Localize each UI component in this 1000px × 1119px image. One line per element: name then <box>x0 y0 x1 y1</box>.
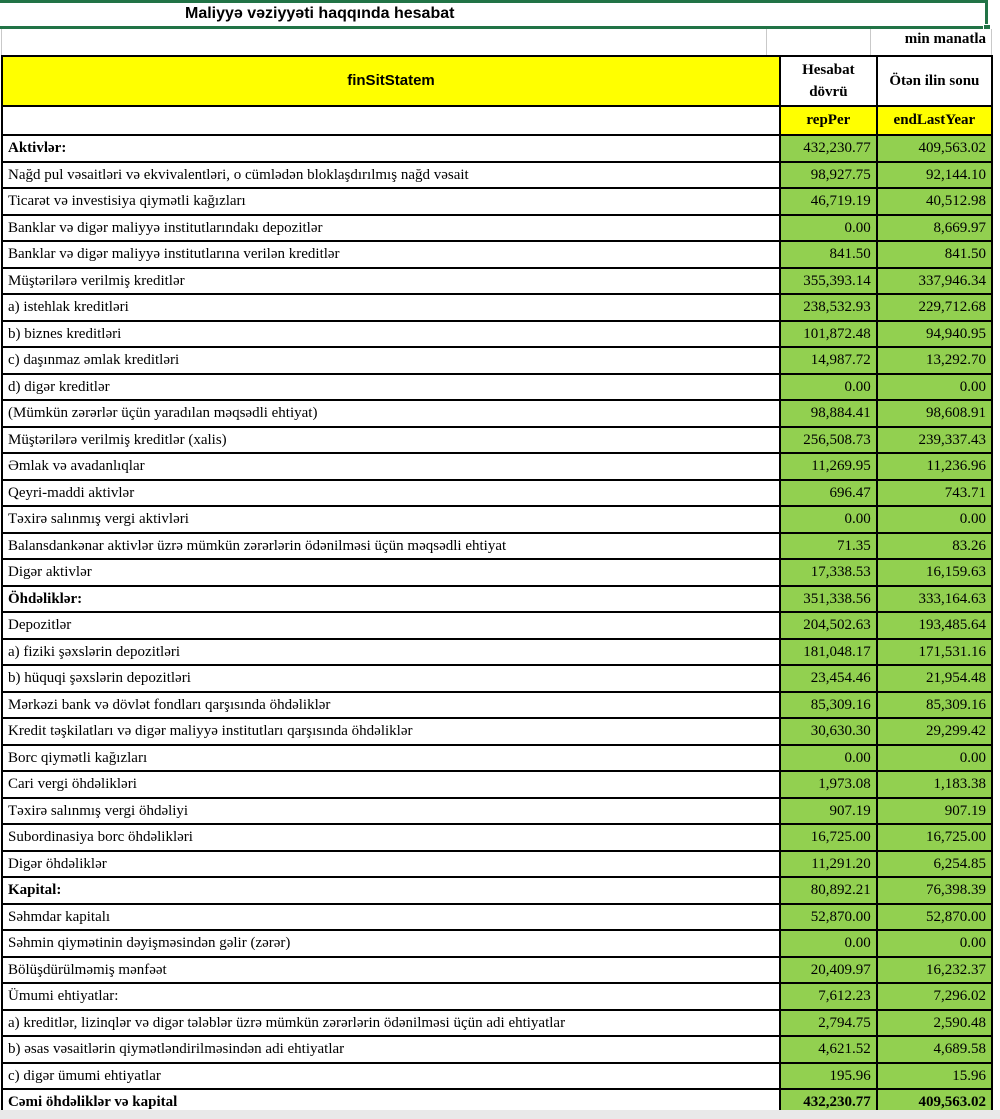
end-last-year-value-cell[interactable]: 6,254.85 <box>877 851 992 878</box>
gridline <box>1 29 2 55</box>
row-label-cell[interactable]: Digər öhdəliklər <box>2 851 780 878</box>
row-label-cell[interactable]: Ticarət və investisiya qiymətli kağızları <box>2 188 780 215</box>
table-row <box>2 268 992 295</box>
end-last-year-value-cell[interactable]: 0.00 <box>877 930 992 957</box>
end-last-year-value-cell[interactable]: 193,485.64 <box>877 612 992 639</box>
table-row <box>2 188 992 215</box>
rep-per-value-cell[interactable]: 432,230.77 <box>780 1089 877 1116</box>
table-row <box>2 453 992 480</box>
rep-per-value-cell[interactable]: 1,973.08 <box>780 771 877 798</box>
row-label-cell[interactable]: c) daşınmaz əmlak kreditləri <box>2 347 780 374</box>
table-row <box>2 639 992 666</box>
row-label-cell[interactable]: Aktivlər: <box>2 135 780 162</box>
row-label-cell[interactable]: c) digər ümumi ehtiyatlar <box>2 1063 780 1090</box>
rep-per-value-cell[interactable]: 71.35 <box>780 533 877 560</box>
end-last-year-value-cell[interactable]: 98,608.91 <box>877 400 992 427</box>
unit-note-row <box>0 29 992 55</box>
row-label-cell[interactable]: Müştərilərə verilmiş kreditlər (xalis) <box>2 427 780 454</box>
end-last-year-value-cell[interactable]: 2,590.48 <box>877 1010 992 1037</box>
table-row <box>2 215 992 242</box>
row-label-cell[interactable]: Müştərilərə verilmiş kreditlər <box>2 268 780 295</box>
row-label-cell[interactable]: a) fiziki şəxslərin depozitləri <box>2 639 780 666</box>
end-last-year-value-cell[interactable]: 743.71 <box>877 480 992 507</box>
rep-per-value-cell[interactable]: 0.00 <box>780 374 877 401</box>
end-last-year-value-cell[interactable]: 76,398.39 <box>877 877 992 904</box>
end-last-year-value-cell[interactable]: 409,563.02 <box>877 1089 992 1116</box>
table-row <box>2 533 992 560</box>
header-cell-form-code[interactable]: finSitStatem <box>2 56 780 106</box>
variable-code-row <box>2 106 992 135</box>
table-row <box>2 851 992 878</box>
rep-per-value-cell[interactable]: 98,927.75 <box>780 162 877 189</box>
end-last-year-value-cell[interactable]: 0.00 <box>877 374 992 401</box>
rep-per-value-cell[interactable]: 23,454.46 <box>780 665 877 692</box>
row-label-cell[interactable]: Cari vergi öhdəlikləri <box>2 771 780 798</box>
rep-per-value-cell[interactable]: 11,269.95 <box>780 453 877 480</box>
row-label-cell[interactable]: b) hüquqi şəxslərin depozitləri <box>2 665 780 692</box>
table-row <box>2 745 992 772</box>
table-row <box>2 904 992 931</box>
rep-per-value-cell[interactable]: 204,502.63 <box>780 612 877 639</box>
table-row <box>2 930 992 957</box>
row-label-cell[interactable]: b) biznes kreditləri <box>2 321 780 348</box>
end-last-year-value-cell[interactable]: 21,954.48 <box>877 665 992 692</box>
table-row <box>2 1063 992 1090</box>
table-row <box>2 824 992 851</box>
end-last-year-value-cell[interactable]: 171,531.16 <box>877 639 992 666</box>
rep-per-value-cell[interactable]: 195.96 <box>780 1063 877 1090</box>
empty-cell[interactable] <box>2 106 780 135</box>
rep-per-value-cell[interactable]: 16,725.00 <box>780 824 877 851</box>
table-row <box>2 321 992 348</box>
rep-per-value-cell[interactable]: 907.19 <box>780 798 877 825</box>
gridline <box>766 29 767 55</box>
end-last-year-value-cell[interactable]: 13,292.70 <box>877 347 992 374</box>
table-row <box>2 877 992 904</box>
end-last-year-value-cell[interactable]: 94,940.95 <box>877 321 992 348</box>
rep-per-value-cell[interactable]: 52,870.00 <box>780 904 877 931</box>
end-last-year-value-cell[interactable]: 92,144.10 <box>877 162 992 189</box>
end-last-year-value-cell[interactable]: 4,689.58 <box>877 1036 992 1063</box>
rep-per-value-cell[interactable]: 14,987.72 <box>780 347 877 374</box>
row-label-cell[interactable]: Mərkəzi bank və dövlət fondları qarşısında öhdəliklər <box>2 692 780 719</box>
table-row <box>2 1036 992 1063</box>
rep-per-value-cell[interactable]: 4,621.52 <box>780 1036 877 1063</box>
rep-per-value-cell[interactable]: 101,872.48 <box>780 321 877 348</box>
row-label-cell[interactable]: Təxirə salınmış vergi aktivləri <box>2 506 780 533</box>
rep-per-value-cell[interactable]: 181,048.17 <box>780 639 877 666</box>
rep-per-value-cell[interactable]: 256,508.73 <box>780 427 877 454</box>
table-row <box>2 692 992 719</box>
row-label-cell[interactable]: Balansdankənar aktivlər üzrə mümkün zərərlərin ödənilməsi üçün məqsədli ehtiyat <box>2 533 780 560</box>
rep-per-value-cell[interactable]: 46,719.19 <box>780 188 877 215</box>
financial-statement-table <box>1 55 993 1117</box>
rep-per-value-cell[interactable]: 7,612.23 <box>780 983 877 1010</box>
end-last-year-value-cell[interactable]: 841.50 <box>877 241 992 268</box>
row-label-cell[interactable]: Ümumi ehtiyatlar: <box>2 983 780 1010</box>
table-row <box>2 612 992 639</box>
row-label-cell[interactable]: Banklar və digər maliyyə institutlarına verilən kreditlər <box>2 241 780 268</box>
end-last-year-value-cell[interactable]: 333,164.63 <box>877 586 992 613</box>
end-last-year-value-cell[interactable]: 16,725.00 <box>877 824 992 851</box>
header-row <box>2 56 992 106</box>
row-label-cell[interactable]: Subordinasiya borc öhdəlikləri <box>2 824 780 851</box>
table-row <box>2 771 992 798</box>
end-last-year-value-cell[interactable]: 40,512.98 <box>877 188 992 215</box>
row-label-cell[interactable]: Öhdəliklər: <box>2 586 780 613</box>
rep-per-value-cell[interactable]: 0.00 <box>780 215 877 242</box>
rep-per-value-cell[interactable]: 696.47 <box>780 480 877 507</box>
table-row <box>2 718 992 745</box>
end-last-year-value-cell[interactable]: 11,236.96 <box>877 453 992 480</box>
table-row <box>2 798 992 825</box>
rep-per-value-cell[interactable]: 2,794.75 <box>780 1010 877 1037</box>
row-label-cell[interactable]: b) əsas vəsaitlərin qiymətləndirilməsindən adi ehtiyatlar <box>2 1036 780 1063</box>
gridline <box>870 29 871 55</box>
rep-per-value-cell[interactable]: 17,338.53 <box>780 559 877 586</box>
table-row <box>2 427 992 454</box>
row-label-cell[interactable]: Təxirə salınmış vergi öhdəliyi <box>2 798 780 825</box>
row-label-cell[interactable]: a) kreditlər, lizinqlər və digər tələblər üzrə mümkün zərərlərin ödənilməsi üçün adi ehtiyatlar <box>2 1010 780 1037</box>
row-label-cell[interactable]: Cəmi öhdəliklər və kapital <box>2 1089 780 1116</box>
table-row <box>2 294 992 321</box>
rep-per-value-cell[interactable]: 351,338.56 <box>780 586 877 613</box>
rep-per-value-cell[interactable]: 355,393.14 <box>780 268 877 295</box>
row-label-cell[interactable]: Depozitlər <box>2 612 780 639</box>
row-label-cell[interactable]: Qeyri-maddi aktivlər <box>2 480 780 507</box>
gridline <box>991 29 992 55</box>
report-title: Maliyyə vəziyyəti haqqında hesabat <box>185 5 455 22</box>
table-row <box>2 559 992 586</box>
table-row <box>2 586 992 613</box>
end-last-year-value-cell[interactable]: 229,712.68 <box>877 294 992 321</box>
rep-per-value-cell[interactable]: 30,630.30 <box>780 718 877 745</box>
table-row <box>2 162 992 189</box>
end-last-year-value-cell[interactable]: 0.00 <box>877 745 992 772</box>
rep-per-value-cell[interactable]: 238,532.93 <box>780 294 877 321</box>
row-label-cell[interactable]: Əmlak və avadanlıqlar <box>2 453 780 480</box>
row-label-cell[interactable]: Kapital: <box>2 877 780 904</box>
rep-per-value-cell[interactable]: 98,884.41 <box>780 400 877 427</box>
table-row <box>2 241 992 268</box>
end-last-year-value-cell[interactable]: 7,296.02 <box>877 983 992 1010</box>
end-last-year-value-cell[interactable]: 15.96 <box>877 1063 992 1090</box>
table-row <box>2 480 992 507</box>
table-row <box>2 1010 992 1037</box>
end-last-year-value-cell[interactable]: 52,870.00 <box>877 904 992 931</box>
table-row <box>2 400 992 427</box>
end-last-year-value-cell[interactable]: 85,309.16 <box>877 692 992 719</box>
row-label-cell[interactable]: Səhmdar kapitalı <box>2 904 780 931</box>
table-row <box>2 665 992 692</box>
table-row <box>2 135 992 162</box>
end-last-year-value-cell[interactable]: 337,946.34 <box>877 268 992 295</box>
end-last-year-value-cell[interactable]: 239,337.43 <box>877 427 992 454</box>
rep-per-value-cell[interactable]: 0.00 <box>780 745 877 772</box>
end-last-year-value-cell[interactable]: 1,183.38 <box>877 771 992 798</box>
row-label-cell[interactable]: Səhmin qiymətinin dəyişməsindən gəlir (zərər) <box>2 930 780 957</box>
header-cell-report-period[interactable]: Hesabat dövrü <box>780 56 877 106</box>
rep-per-value-cell[interactable]: 11,291.20 <box>780 851 877 878</box>
end-last-year-value-cell[interactable]: 16,232.37 <box>877 957 992 984</box>
unit-note: min manatla <box>904 31 986 47</box>
rep-per-value-cell[interactable]: 80,892.21 <box>780 877 877 904</box>
row-label-cell[interactable]: d) digər kreditlər <box>2 374 780 401</box>
row-label-cell[interactable]: Kredit təşkilatları və digər maliyyə institutları qarşısında öhdəliklər <box>2 718 780 745</box>
row-label-cell[interactable]: Digər aktivlər <box>2 559 780 586</box>
rep-per-value-cell[interactable]: 432,230.77 <box>780 135 877 162</box>
page-background-strip <box>0 1110 1000 1119</box>
selected-title-cell[interactable] <box>0 0 988 29</box>
end-last-year-value-cell[interactable]: 907.19 <box>877 798 992 825</box>
row-label-cell[interactable]: Nağd pul vəsaitləri və ekvivalentləri, o cümlədən bloklaşdırılmış nağd vəsait <box>2 162 780 189</box>
rep-per-value-cell[interactable]: 20,409.97 <box>780 957 877 984</box>
rep-per-value-cell[interactable]: 0.00 <box>780 506 877 533</box>
table-body <box>2 56 992 1116</box>
rep-per-value-cell[interactable]: 0.00 <box>780 930 877 957</box>
end-last-year-value-cell[interactable]: 409,563.02 <box>877 135 992 162</box>
table-row <box>2 374 992 401</box>
row-label-cell[interactable]: Banklar və digər maliyyə institutlarındakı depozitlər <box>2 215 780 242</box>
end-last-year-value-cell[interactable]: 0.00 <box>877 506 992 533</box>
table-row <box>2 506 992 533</box>
end-last-year-value-cell[interactable]: 29,299.42 <box>877 718 992 745</box>
row-label-cell[interactable]: Bölüşdürülməmiş mənfəət <box>2 957 780 984</box>
end-last-year-value-cell[interactable]: 83.26 <box>877 533 992 560</box>
var-cell-repper[interactable]: repPer <box>780 106 877 135</box>
end-last-year-value-cell[interactable]: 16,159.63 <box>877 559 992 586</box>
end-last-year-value-cell[interactable]: 8,669.97 <box>877 215 992 242</box>
table-row <box>2 347 992 374</box>
table-row <box>2 983 992 1010</box>
var-cell-endlastyear[interactable]: endLastYear <box>877 106 992 135</box>
rep-per-value-cell[interactable]: 85,309.16 <box>780 692 877 719</box>
row-label-cell[interactable]: (Mümkün zərərlər üçün yaradılan məqsədli ehtiyat) <box>2 400 780 427</box>
rep-per-value-cell[interactable]: 841.50 <box>780 241 877 268</box>
row-label-cell[interactable]: a) istehlak kreditləri <box>2 294 780 321</box>
row-label-cell[interactable]: Borc qiymətli kağızları <box>2 745 780 772</box>
header-cell-end-last-year[interactable]: Ötən ilin sonu <box>877 56 992 106</box>
table-row <box>2 957 992 984</box>
